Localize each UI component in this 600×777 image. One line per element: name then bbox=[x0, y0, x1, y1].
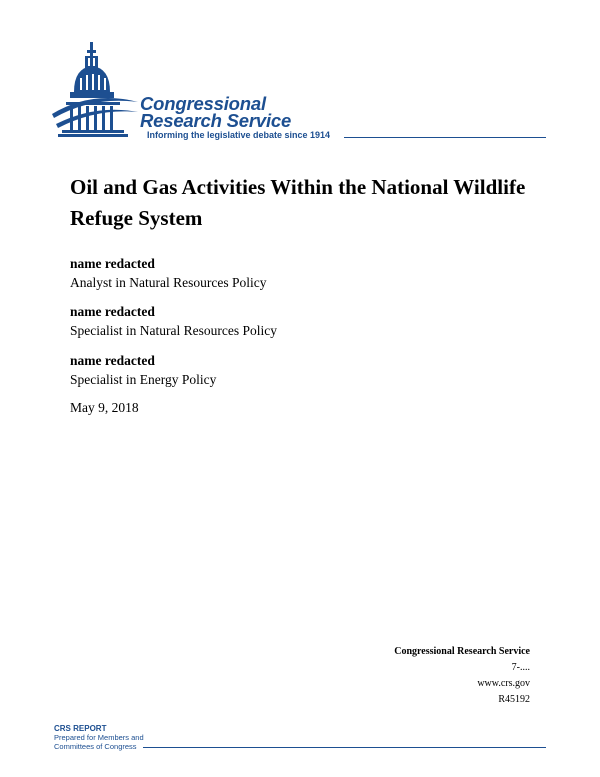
author-role: Specialist in Energy Policy bbox=[70, 372, 217, 387]
capitol-dome-icon bbox=[52, 42, 142, 142]
contact-block bbox=[394, 644, 530, 708]
contact-url[interactable]: www.crs.gov bbox=[477, 678, 530, 689]
footer-line2: Committees of Congress bbox=[54, 742, 137, 751]
footer-heading: CRS REPORT bbox=[54, 724, 107, 733]
author-role: Analyst in Natural Resources Policy bbox=[70, 275, 267, 290]
author-block bbox=[70, 302, 277, 340]
footer-divider bbox=[143, 747, 546, 748]
org-name-line1: Congressional bbox=[140, 93, 266, 114]
contact-org: Congressional Research Service bbox=[394, 646, 530, 657]
author-name: name redacted bbox=[70, 353, 155, 368]
org-tagline: Informing the legislative debate since 1914 bbox=[147, 130, 331, 140]
report-date: May 9, 2018 bbox=[70, 400, 139, 415]
org-name-line2: Research Service bbox=[140, 110, 292, 131]
report-number: R45192 bbox=[498, 694, 530, 705]
author-name: name redacted bbox=[70, 256, 155, 271]
footer-line1: Prepared for Members and bbox=[54, 733, 144, 742]
crs-logo bbox=[52, 42, 552, 142]
author-block bbox=[70, 254, 266, 292]
report-title: Oil and Gas Activities Within the National Wildlife Refuge System bbox=[70, 175, 526, 230]
author-block bbox=[70, 351, 216, 389]
author-name: name redacted bbox=[70, 304, 155, 319]
footer-label bbox=[54, 724, 144, 751]
tagline-divider bbox=[344, 137, 546, 138]
contact-phone: 7-.... bbox=[511, 662, 530, 673]
author-role: Specialist in Natural Resources Policy bbox=[70, 323, 277, 338]
